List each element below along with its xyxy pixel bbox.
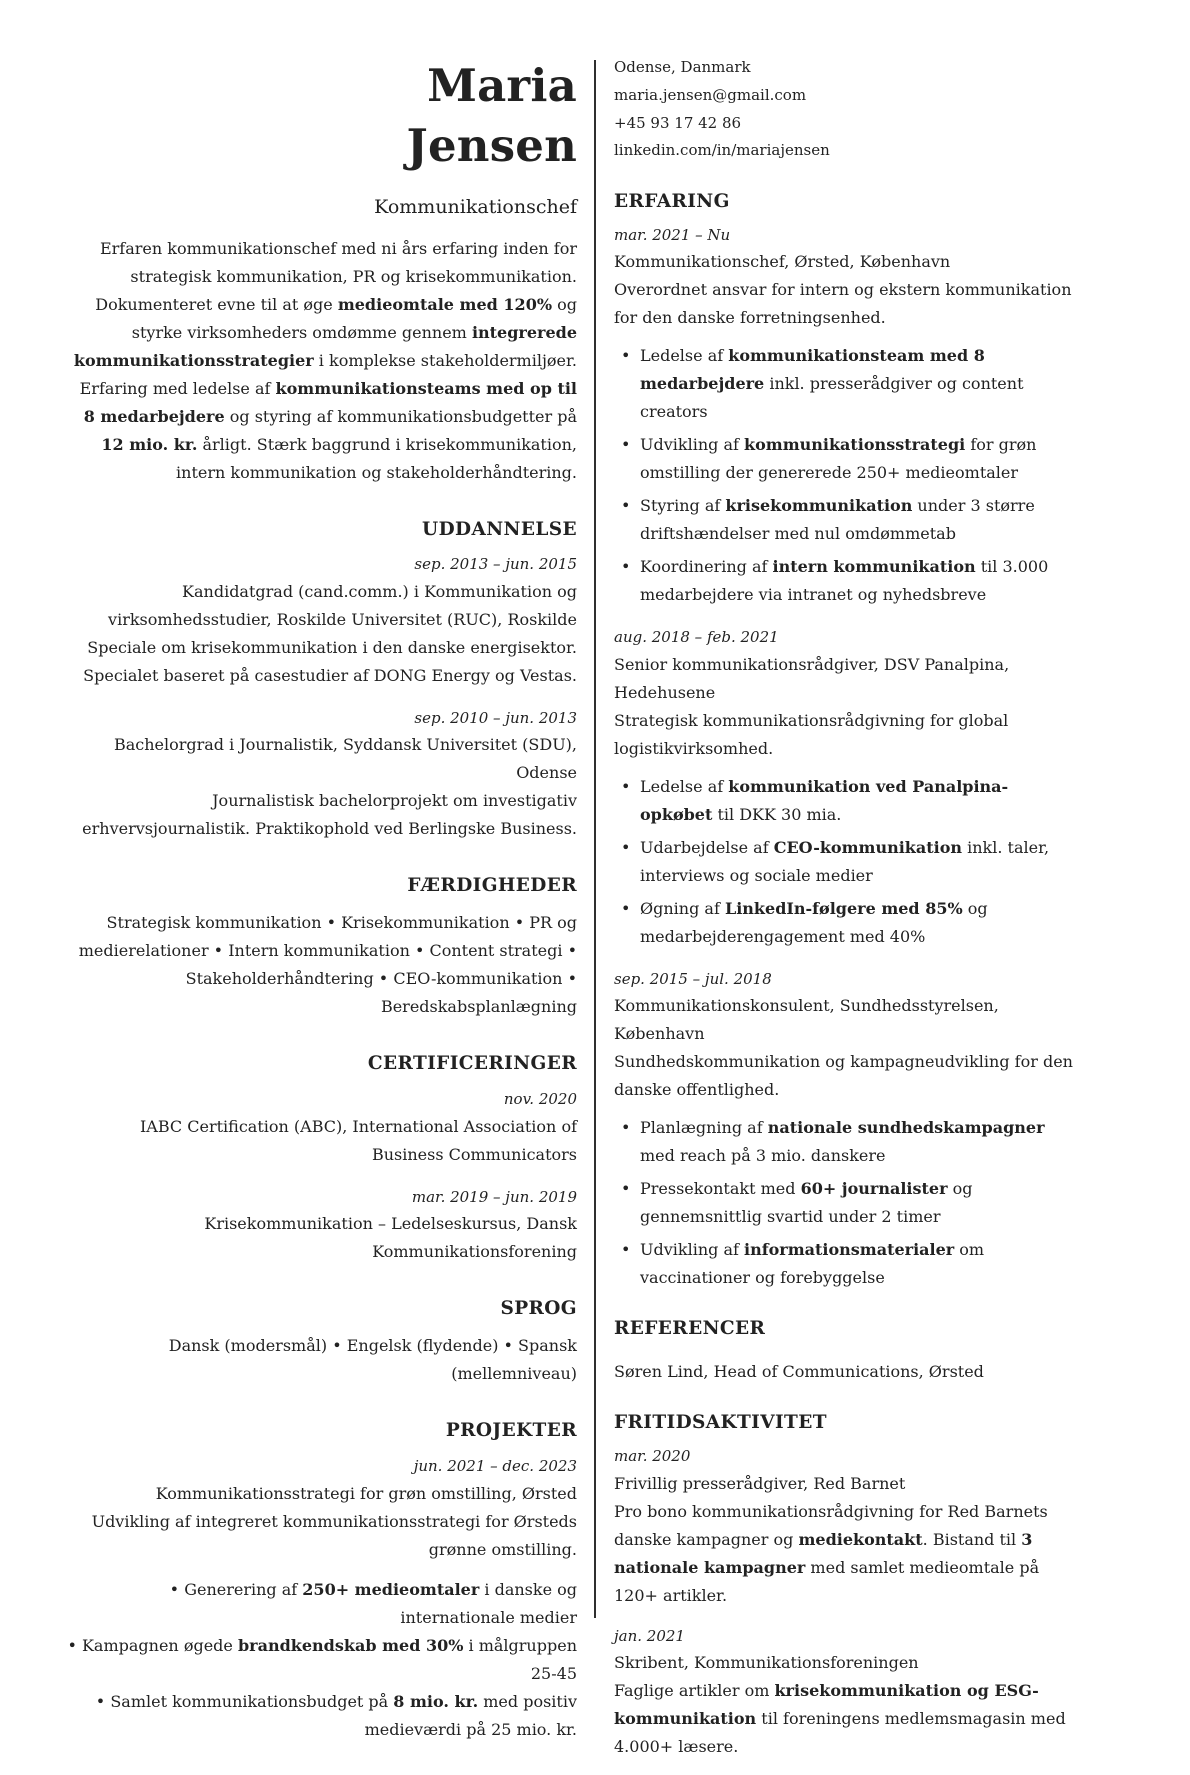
leisure-title: Frivillig presserådgiver, Red Barnet (614, 1473, 906, 1493)
job-bullet: • Planlægning af nationale sundhedskampagner med reach på 3 mio. danskere (614, 1114, 1078, 1170)
project-bullet: • Samlet kommunikationsbudget på 8 mio. kr. med positiv medieværdi på 25 mio. kr. (65, 1688, 577, 1744)
section-header-languages: SPROG (500, 1298, 577, 1320)
job-description: Strategisk kommunikationsrådgivning for global logistikvirksomhed. (614, 710, 1009, 758)
job-description: Sundhedskommunikation og kampagneudvikling for den danske offentlighed. (614, 1052, 1073, 1100)
leisure-entry (614, 1444, 1078, 1610)
experience-entry (614, 223, 1078, 610)
section-header-leisure: FRITIDSAKTIVITET (614, 1412, 827, 1434)
certification-title: Krisekommunikation – Ledelseskursus, Dansk Kommunikationsforening (204, 1214, 577, 1262)
education-date: sep. 2013 – jun. 2015 (414, 555, 577, 574)
job-bullet-list (614, 773, 1078, 951)
job-description: Overordnet ansvar for intern og ekstern kommunikation for den danske forretningsenhed. (614, 280, 1072, 328)
education-entry (65, 706, 577, 844)
right-column (614, 0, 1078, 1775)
job-date: aug. 2018 – feb. 2021 (614, 628, 779, 647)
education-title: Bachelorgrad i Journalistik, Syddansk Universitet (SDU), Odense (113, 735, 577, 783)
education-title: Kandidatgrad (cand.comm.) i Kommunikation og virksomhedsstudier, Roskilde Universitet (RUC), Roskilde (108, 581, 577, 629)
section-header-skills: FÆRDIGHEDER (407, 875, 577, 897)
leisure-date: jan. 2021 (614, 1626, 685, 1645)
section-header-references: REFERENCER (614, 1318, 766, 1340)
left-column (65, 0, 577, 1760)
education-date: sep. 2010 – jun. 2013 (414, 708, 577, 727)
skills-list: Strategisk kommunikation • Krisekommunikation • PR og medierelationer • Intern kommunikation • Content strategi • Stakeholderhåndtering • CEO-kommunikation • Beredskabsplanlægning (78, 913, 577, 1017)
certification-entry (65, 1185, 577, 1267)
leisure-title: Skribent, Kommunikationsforeningen (614, 1653, 919, 1673)
job-bullet: • Pressekontakt med 60+ journalister og gennemsnittlig svartid under 2 timer (614, 1175, 1078, 1231)
education-entry (65, 552, 577, 690)
summary-paragraph: Erfaren kommunikationschef med ni års erfaring inden for strategisk kommunikation, PR og krisekommunikation. Dokumenteret evne til at øge medieomtale med 120% og styrke virksomheders omdømme gennem integrerede kommunikationsstrategier i komplekse stakeholdermiljøer. Erfaring med ledelse af kommunikationsteams med op til 8 medarbejdere og styring af kommunikationsbudgetter på 12 mio. kr. årligt. Stærk baggrund i krisekommunikation, intern kommunikation og stakeholderhåndtering. (73, 238, 577, 482)
job-bullet: • Udvikling af kommunikationsstrategi for grøn omstilling der genererede 250+ medieomtaler (614, 431, 1078, 487)
section-header-education: UDDANNELSE (422, 518, 577, 540)
job-title-line: Kommunikationskonsulent, Sundhedsstyrelsen, København (614, 996, 999, 1044)
project-entry (65, 1454, 577, 1744)
project-bullet-list (65, 1576, 577, 1744)
reference-line: Søren Lind, Head of Communications, Ørsted (614, 1362, 984, 1382)
section-header-experience: ERFARING (614, 191, 730, 212)
job-bullet-list (614, 1114, 1078, 1292)
project-description: Udvikling af integreret kommunikationsstrategi for Ørsteds grønne omstilling. (91, 1511, 577, 1559)
first-name: Maria (427, 59, 577, 112)
column-divider (594, 60, 596, 1618)
job-date: mar. 2021 – Nu (614, 225, 731, 244)
contact-location: Odense, Danmark (614, 58, 751, 76)
job-title-line: Kommunikationschef, Ørsted, København (614, 252, 951, 272)
leisure-date: mar. 2020 (614, 1447, 691, 1466)
experience-entry (614, 625, 1078, 951)
contact-linkedin: linkedin.com/in/mariajensen (614, 141, 830, 160)
last-name: Jensen (406, 119, 577, 172)
education-description: Speciale om krisekommunikation i den danske energisektor. Specialet baseret på casestudier af DONG Energy og Vestas. (83, 637, 577, 685)
leisure-description: Pro bono kommunikationsrådgivning for Red Barnets danske kampagner og mediekontakt. Bistand til 3 nationale kampagner med samlet medieomtale på 120+ artikler. (614, 1501, 1048, 1605)
job-bullet: • Udarbejdelse af CEO-kommunikation inkl. taler, interviews og sociale medier (614, 834, 1078, 890)
job-bullet: • Ledelse af kommunikationsteam med 8 medarbejdere inkl. presserådgiver og content creators (614, 342, 1078, 426)
certification-date: mar. 2019 – jun. 2019 (411, 1187, 577, 1206)
job-title: Kommunikationschef (374, 196, 577, 218)
education-description: Journalistisk bachelorprojekt om investigativ erhvervsjournalistik. Praktikophold ved Berlingske Business. (82, 791, 577, 839)
certification-entry (65, 1087, 577, 1169)
job-bullet: • Ledelse af kommunikation ved Panalpina-opkøbet til DKK 30 mia. (614, 773, 1078, 829)
languages-list: Dansk (modersmål) • Engelsk (flydende) • Spansk (mellemniveau) (168, 1336, 577, 1384)
project-bullet: • Kampagnen øgede brandkendskab med 30% i målgruppen 25-45 (65, 1632, 577, 1688)
job-bullet: • Udvikling af informationsmaterialer om vaccinationer og forebyggelse (614, 1236, 1078, 1292)
job-bullet: • Koordinering af intern kommunikation til 3.000 medarbejdere via intranet og nyhedsbreve (614, 553, 1078, 609)
job-title-line: Senior kommunikationsrådgiver, DSV Panalpina, Hedehusene (614, 654, 1010, 702)
job-date: sep. 2015 – jul. 2018 (614, 969, 772, 988)
section-header-certifications: CERTIFICERINGER (367, 1053, 577, 1075)
name-heading (65, 56, 577, 176)
project-title: Kommunikationsstrategi for grøn omstilling, Ørsted (155, 1483, 577, 1503)
project-bullet: • Generering af 250+ medieomtaler i danske og internationale medier (65, 1576, 577, 1632)
certification-date: nov. 2020 (503, 1090, 577, 1109)
experience-entry (614, 967, 1078, 1293)
leisure-entry (614, 1624, 1078, 1762)
contact-block (614, 0, 1078, 165)
job-bullet: • Styring af krisekommunikation under 3 større driftshændelser med nul omdømmetab (614, 492, 1078, 548)
job-bullet: • Øgning af LinkedIn-følgere med 85% og medarbejderengagement med 40% (614, 895, 1078, 951)
contact-email: maria.jensen@gmail.com (614, 85, 807, 104)
contact-phone: +45 93 17 42 86 (614, 113, 742, 132)
job-bullet-list (614, 342, 1078, 609)
section-header-projects: PROJEKTER (445, 1420, 577, 1442)
leisure-description: Faglige artikler om krisekommunikation og ESG-kommunikation til foreningens medlemsmagasin med 4.000+ læsere. (614, 1681, 1066, 1757)
project-date: jun. 2021 – dec. 2023 (413, 1457, 577, 1476)
certification-title: IABC Certification (ABC), International Association of Business Communicators (139, 1116, 577, 1164)
